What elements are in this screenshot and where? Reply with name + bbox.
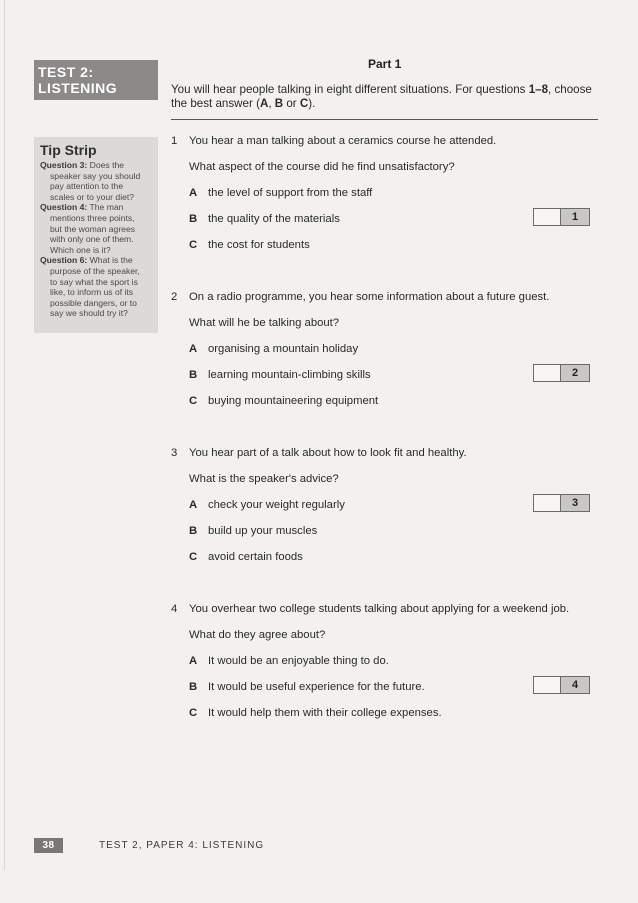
option-letter: C (189, 707, 198, 719)
tip-line: What is the (89, 255, 133, 266)
tip-item (40, 160, 152, 202)
option-text: buying mountaineering equipment (208, 395, 379, 407)
instructions (171, 83, 601, 111)
tip-line: The man (89, 202, 124, 213)
option-text: the quality of the materials (208, 213, 340, 225)
page-edge-rule (4, 0, 5, 870)
question-3 (171, 447, 601, 567)
tip-strip (34, 137, 158, 333)
option-text: It would be useful experience for the future. (208, 681, 425, 693)
option-a[interactable] (189, 499, 345, 511)
instructions-text: , choose (548, 83, 592, 96)
question-prompt: What is the speaker's advice? (189, 473, 339, 485)
option-letter: A (189, 343, 198, 355)
option-letter: C (189, 551, 198, 563)
tip-line: with only one of them. (50, 234, 134, 245)
question-stem: You overhear two college students talking about applying for a weekend job. (189, 603, 570, 615)
option-c[interactable] (189, 551, 303, 563)
instructions-text: or (283, 97, 300, 110)
option-b[interactable] (189, 525, 317, 537)
option-letter-c: C (299, 97, 309, 110)
answer-box[interactable] (533, 364, 590, 382)
option-text: the cost for students (208, 239, 310, 251)
question-stem: On a radio programme, you hear some information about a future guest. (189, 291, 550, 303)
question-number: 3 (171, 447, 178, 459)
tip-line: scales or to your diet? (50, 191, 135, 202)
instructions-divider (171, 119, 598, 120)
tip-question-label: Question 3: (40, 160, 88, 170)
question-prompt: What will he be talking about? (189, 317, 340, 329)
answer-box-number: 1 (560, 209, 589, 225)
answer-box-number: 4 (560, 677, 589, 693)
question-stem: You hear part of a talk about how to look fit and healthy. (189, 447, 467, 459)
question-1 (171, 135, 601, 255)
tip-question-label: Question 4: (40, 202, 88, 213)
running-title: TEST 2, PAPER 4: LISTENING (99, 840, 265, 851)
option-text: It would help them with their college expenses. (208, 707, 442, 719)
option-text: check your weight regularly (208, 499, 345, 511)
option-text: organising a mountain holiday (208, 343, 359, 355)
option-c[interactable] (189, 395, 378, 407)
option-letter-a: A (259, 97, 269, 110)
option-letter: B (189, 681, 198, 693)
question-number: 1 (171, 135, 178, 147)
question-2 (171, 291, 601, 411)
tip-question-label: Question 6: (40, 255, 88, 266)
instructions-text: ). (308, 97, 316, 110)
answer-box-number: 2 (560, 365, 589, 381)
option-b[interactable] (189, 369, 371, 381)
instructions-text: You will hear people talking in eight different situations. For questions (171, 83, 529, 96)
tip-line: mentions three points, (50, 212, 135, 223)
option-letter: A (189, 655, 198, 667)
test-banner-line2: LISTENING (38, 80, 118, 96)
option-letter: B (189, 213, 198, 225)
tip-item (40, 202, 152, 255)
question-prompt: What do they agree about? (189, 629, 326, 641)
option-text: It would be an enjoyable thing to do. (208, 655, 389, 667)
option-a[interactable] (189, 187, 372, 199)
option-letter: B (189, 525, 198, 537)
tip-line: say we should try it? (50, 308, 128, 319)
answer-box[interactable] (533, 494, 590, 512)
page-number: 38 (34, 838, 63, 853)
option-text: build up your muscles (208, 525, 318, 537)
option-c[interactable] (189, 707, 442, 719)
instructions-text: , (268, 97, 275, 110)
instructions-text: the best answer ( (171, 97, 260, 110)
question-4 (171, 603, 601, 723)
question-prompt: What aspect of the course did he find unsatisfactory? (189, 161, 455, 173)
option-a[interactable] (189, 655, 389, 667)
option-letter: C (189, 239, 198, 251)
answer-box[interactable] (533, 676, 590, 694)
test-banner (34, 60, 158, 100)
tip-line: but the woman agrees (50, 223, 136, 234)
option-b[interactable] (189, 213, 340, 225)
tip-strip-title: Tip Strip (40, 142, 97, 158)
option-letter: C (189, 395, 198, 407)
option-letter: A (189, 499, 198, 511)
tip-line: possible dangers, or to (50, 297, 137, 308)
question-stem: You hear a man talking about a ceramics course he attended. (189, 135, 497, 147)
option-text: the level of support from the staff (208, 187, 373, 199)
question-number: 4 (171, 603, 178, 615)
option-c[interactable] (189, 239, 310, 251)
question-number: 2 (171, 291, 178, 303)
answer-box[interactable] (533, 208, 590, 226)
tip-line: Does the (89, 160, 125, 170)
tip-item (40, 255, 152, 319)
tip-line: pay attention to the (50, 181, 124, 192)
option-b[interactable] (189, 681, 425, 693)
option-text: avoid certain foods (208, 551, 303, 563)
option-letter: B (189, 369, 198, 381)
option-text: learning mountain-climbing skills (208, 369, 371, 381)
tip-line: speaker say you should (50, 170, 141, 181)
option-a[interactable] (189, 343, 358, 355)
tip-line: to say what the sport is (50, 276, 138, 287)
tip-line: like, to inform us of its (50, 287, 134, 298)
tip-line: purpose of the speaker, (50, 265, 140, 276)
part-title: Part 1 (368, 57, 402, 71)
option-letter-b: B (274, 97, 284, 110)
question-range: 1–8 (528, 83, 549, 96)
answer-box-number: 3 (560, 495, 589, 511)
option-letter: A (189, 187, 198, 199)
test-banner-line1: TEST 2: (38, 64, 94, 80)
tip-line: Which one is it? (50, 244, 111, 255)
